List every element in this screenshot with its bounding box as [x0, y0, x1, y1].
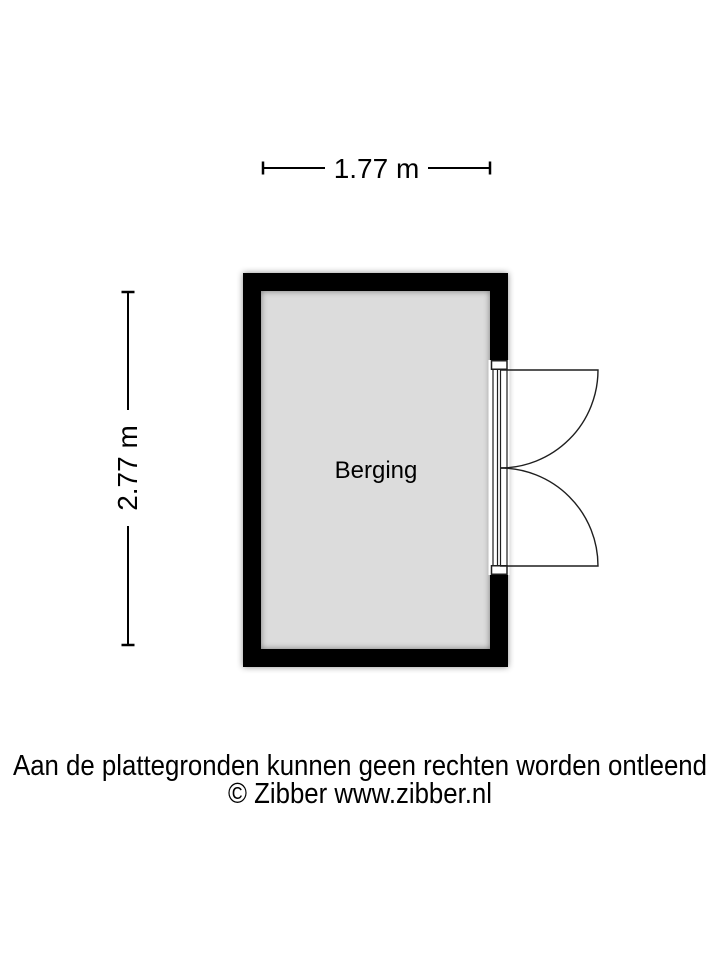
- door-stop-top: [492, 361, 508, 370]
- footer-disclaimer: Aan de plattegronden kunnen geen rechten worden ontleend: [13, 750, 707, 782]
- dimension-height-label: 2.77 m: [112, 425, 143, 511]
- door-stop-bottom: [492, 566, 508, 575]
- dimension-width-label: 1.77 m: [333, 153, 420, 184]
- room-label: Berging: [334, 457, 418, 484]
- footer-credit: © Zibber www.zibber.nl: [228, 778, 492, 810]
